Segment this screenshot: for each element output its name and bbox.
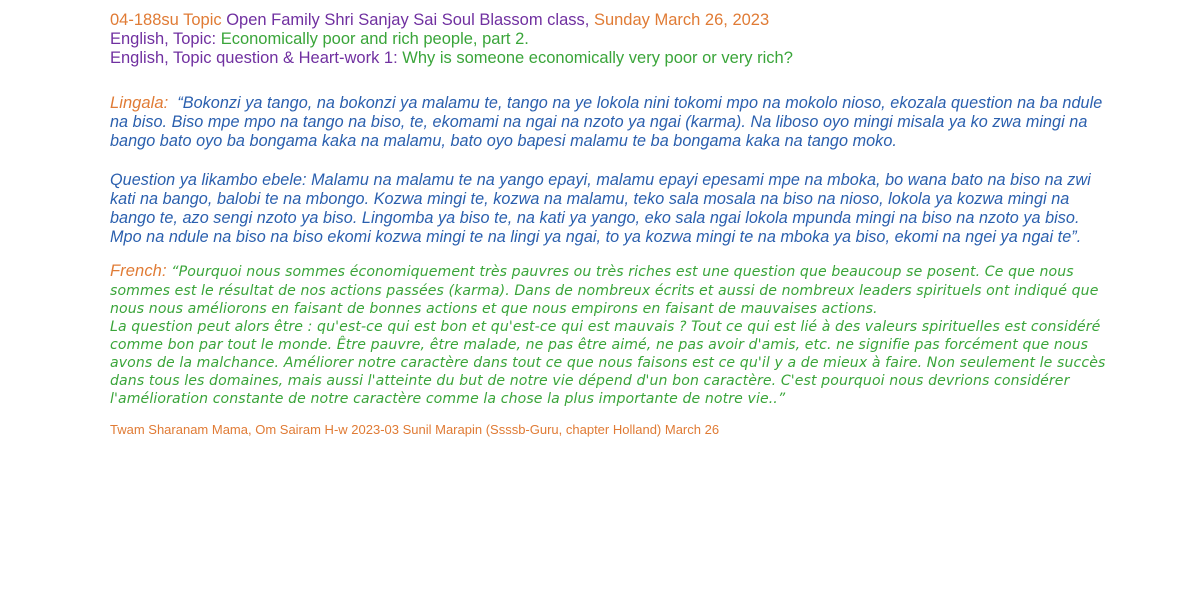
header-line-3 bbox=[110, 49, 1110, 68]
lingala-paragraph-2 bbox=[110, 171, 1110, 248]
lingala-text-2: Question ya likambo ebele: Malamu na malamu te na yango epayi, malamu epayi epesami mpe na mboka, bo wana bato na biso na zwi kati na bango, balobi te na mbongo. Kozwa mingi te, kozwa na malamu, teko sala mosala na biso na nioso, lokola ya kozwa mingi na bango te, azo sengi nzoto ya biso. Lingomba ya biso te, na kati ya yango, eko sala ngai lokola mpunda mingi na biso na nzoto ya biso. Mpo na ndule na biso na biso ekomi kozwa mingi te na lingi ya ngai, to ya kozwa mingi te na mboka ya biso, ekomi na ngei ya ngai te”. bbox=[110, 170, 1091, 247]
lingala-paragraph-1 bbox=[110, 94, 1110, 152]
question-text: Why is someone economically very poor or very rich? bbox=[402, 49, 793, 67]
french-paragraph-1 bbox=[110, 262, 1110, 317]
french-section bbox=[110, 262, 1110, 408]
topic-text: Economically poor and rich people, part 2. bbox=[220, 30, 529, 48]
header-line-2 bbox=[110, 30, 1110, 49]
footer-signature: Twam Sharanam Mama, Om Sairam H-w 2023-03 Sunil Marapin (Ssssb-Guru, chapter Holland) March 26 bbox=[110, 422, 720, 438]
header-line-1 bbox=[110, 11, 1110, 30]
lingala-text-1: “Bokonzi ya tango, na bokonzi ya malamu te, tango na ye lokola nini tokomi mpo na mokolo nioso, ekozala question na ba ndule na biso. Biso mpe mpo na tango na biso, te, ekomami na ngai na nzoto ya ngai (karma). Na liboso oyo mingi misala ya ko zwa mingi na bango bato oyo ba bongama kaka na malamu, bato oyo bapesi malamu te ba bongama kaka na tango moko. bbox=[110, 94, 1103, 151]
question-label: English, Topic question & Heart-work 1: bbox=[110, 49, 398, 67]
topic-code: 04-188su Topic bbox=[110, 11, 222, 29]
french-label: French: bbox=[110, 262, 167, 281]
class-date: Sunday March 26, 2023 bbox=[593, 11, 770, 29]
lingala-label: Lingala: bbox=[110, 94, 169, 112]
french-paragraph-2: La question peut alors être : qu'est-ce qui est bon et qu'est-ce qui est mauvais ? Tout ce qui est lié à des valeurs spirituelles est considéré comme bon par tout le monde. Être pauvre, être malade, ne pas être aimé, ne pas avoir d'amis, etc. ne signifie pas forcément que nous avons de la malchance. Améliorer notre caractère dans tout ce que nous faisons est ce qu'il y a de mieux à faire. Non seulement le succès dans tous les domaines, mais aussi l'atteinte du but de notre vie dépend d'un bon caractère. C'est pourquoi nous devrions considérer l'amélioration constante de notre caractère comme la chose la plus importante de notre vie..” bbox=[110, 318, 1106, 408]
document-page bbox=[110, 11, 1110, 437]
class-title: Open Family Shri Sanjay Sai Soul Blassom class, bbox=[226, 11, 590, 29]
french-text-1: “Pourquoi nous sommes économiquement très pauvres ou très riches est une question que beaucoup se posent. Ce que nous sommes est le résultat de nos actions passées (karma). Dans de nombreux écrits et aussi de nombreux leaders spirituels ont indiqué que nous nous améliorons en faisant de bonnes actions et que nous empirons en faisant de mauvaises actions. bbox=[110, 264, 1099, 317]
topic-label: English, Topic: bbox=[110, 30, 217, 48]
